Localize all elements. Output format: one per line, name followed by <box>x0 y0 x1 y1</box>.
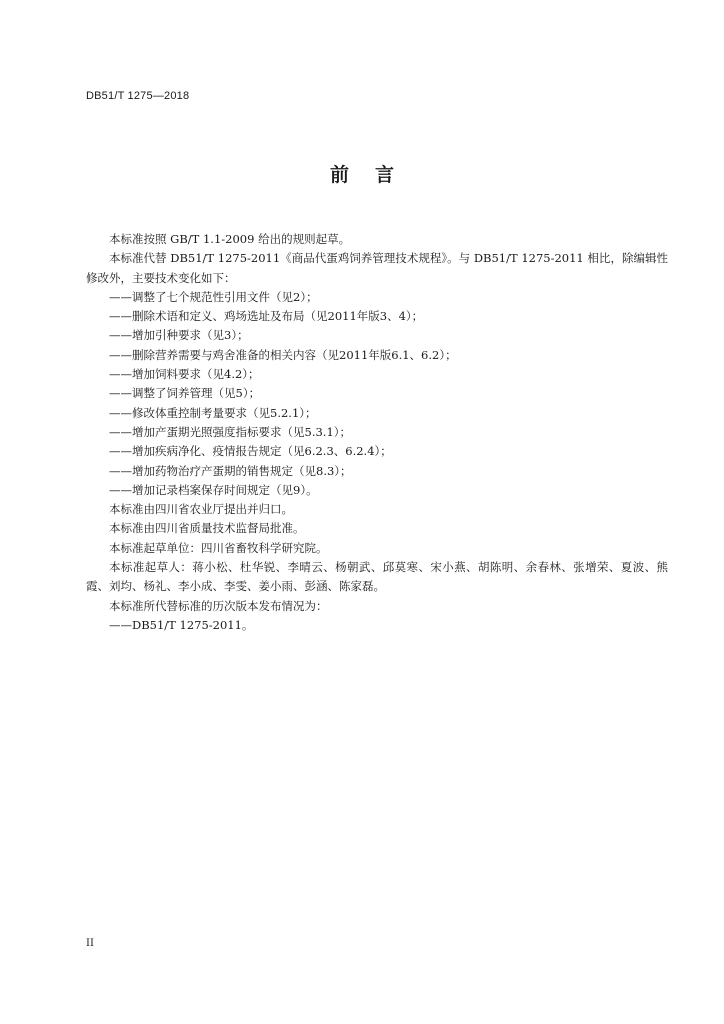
paragraph-history-intro: 本标准所代替标准的历次版本发布情况为： <box>109 598 328 613</box>
list-item: ——删除营养需要与鸡舍准备的相关内容（见2011年版6.1、6.2）； <box>109 347 457 362</box>
list-item: ——增加饲料要求（见4.2）； <box>109 367 260 382</box>
page-number: II <box>86 938 94 949</box>
paragraph-replacement-statement: 本标准代替 DB51/T 1275-2011《商品代蛋鸡饲养管理技术规程》。与 DB51/T 1275-2011 相比，除编辑性修改外，主要技术变化如下： <box>86 251 668 285</box>
list-item: ——增加引种要求（见3）； <box>109 328 249 343</box>
list-item: ——增加疾病净化、疫情报告规定（见6.2.3、6.2.4）； <box>109 444 392 459</box>
list-item: ——修改体重控制考量要求（见5.2.1）； <box>109 405 317 420</box>
paragraph-drafters: 本标准起草人：蒋小松、杜华锐、李晴云、杨朝武、邱莫寒、宋小燕、胡陈明、余春林、张增荣、夏波、熊霞、刘均、杨礼、李小成、李雯、姜小雨、彭涵、陈家磊。 <box>86 560 668 594</box>
list-item: ——增加记录档案保存时间规定（见9）。 <box>109 482 318 497</box>
paragraph-approver: 本标准由四川省质量技术监督局批准。 <box>109 521 305 536</box>
changes-list <box>86 288 668 500</box>
paragraph-drafting-unit: 本标准起草单位：四川省畜牧科学研究院。 <box>109 540 328 555</box>
foreword-body <box>86 230 668 635</box>
list-item: ——删除术语和定义、鸡场选址及布局（见2011年版3、4）； <box>109 309 424 324</box>
list-item: ——调整了饲养管理（见5）； <box>109 386 261 401</box>
paragraph-drafting-rules: 本标准按照 GB/T 1.1-2009 给出的规则起草。 <box>109 232 351 246</box>
list-item: ——DB51/T 1275-2011。 <box>109 617 254 632</box>
list-item: ——调整了七个规范性引用文件（见2）； <box>109 289 318 304</box>
page-title: 前言 <box>329 164 420 186</box>
list-item: ——增加产蛋期光照强度指标要求（见5.3.1）； <box>109 424 352 439</box>
paragraph-proposer: 本标准由四川省农业厅提出并归口。 <box>109 502 293 517</box>
list-item: ——增加药物治疗产蛋期的销售规定（见8.3）； <box>109 463 352 478</box>
document-code: DB51/T 1275—2018 <box>86 90 190 102</box>
